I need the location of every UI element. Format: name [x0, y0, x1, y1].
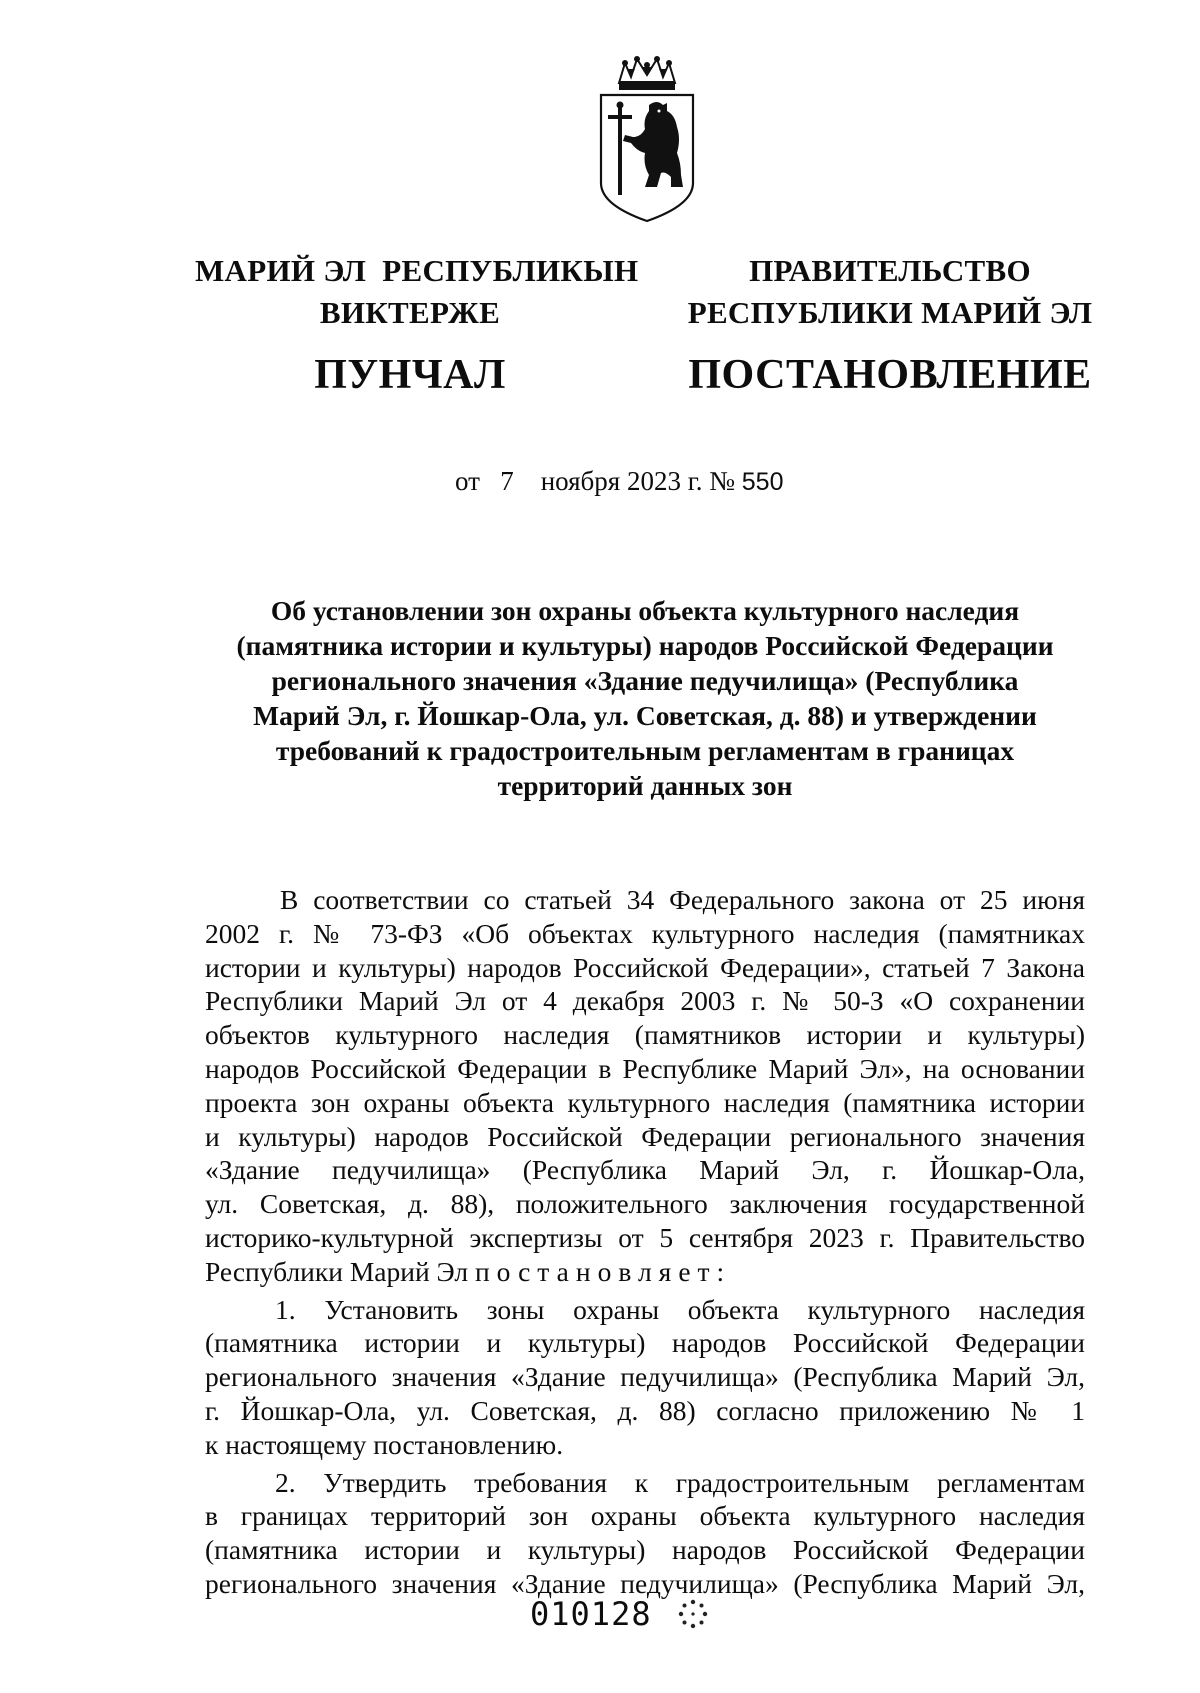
body-line: 2002 г. № 73-ФЗ «Об объектах культурного наследия (памятниках [205, 917, 1085, 949]
header-right-line1: ПРАВИТЕЛЬСТВО [749, 253, 1031, 288]
title-line: Марий Эл, г. Йошкар-Ола, ул. Советская, д. 88) и утверждении [253, 700, 1037, 731]
item2-line: 2. Утвердить требования к градостроительным регламентам [275, 1466, 1085, 1498]
header-right-doc-type: ПОСТАНОВЛЕНИЕ [688, 352, 1092, 398]
item1-line: к настоящему постановлению. [205, 1428, 564, 1460]
document-number: 550 [741, 468, 784, 496]
title-line: территорий данных зон [497, 770, 793, 801]
title-line: Об установлении зон охраны объекта культурного наследия [270, 595, 1020, 626]
date-line [455, 466, 783, 497]
title-line: требований к градостроительным регламентам в границах [275, 735, 1015, 766]
document-title [190, 593, 1100, 803]
item1-line: г. Йошкар-Ола, ул. Советская, д. 88) согласно приложению № 1 [205, 1394, 1085, 1426]
body-line: историко-культурной экспертизы от 5 сентября 2023 г. Правительство [205, 1221, 1085, 1253]
body-line [205, 1255, 1085, 1289]
body-line: истории и культуры) народов Российской Федерации», статьей 7 Закона [205, 951, 1085, 983]
item2-line: в границах территорий зон охраны объекта культурного наследия [205, 1500, 1085, 1532]
item1-line: 1. Установить зоны охраны объекта культурного наследия [275, 1293, 1085, 1325]
body-line: и культуры) народов Российской Федерации регионального значения [205, 1120, 1085, 1152]
date-prefix: от [455, 466, 480, 496]
item2-line: регионального значения «Здание педучилища» (Республика Марий Эл, [205, 1567, 1085, 1599]
coat-of-arms-emblem [597, 55, 697, 225]
body-line: «Здание педучилища» (Республика Марий Эл, г. Йошкар-Ола, [205, 1154, 1085, 1186]
serial-number: 010128 [530, 1595, 652, 1633]
decree-word: постановляет: [474, 1255, 732, 1287]
asterisk-mark-icon [676, 1597, 710, 1631]
body-line: В соответствии со статьей 34 Федерального закона от 25 июня [280, 884, 1085, 915]
date-day: 7 [500, 466, 514, 496]
header-left-line1: МАРИЙ ЭЛ РЕСПУБЛИКЫН [195, 253, 639, 288]
body-line: народов Российской Федерации в Республике Марий Эл», на основании [205, 1052, 1085, 1084]
header-left-line2: ВИКТЕРЖЕ [319, 295, 501, 330]
title-line: (памятника истории и культуры) народов Российской Федерации [236, 630, 1054, 661]
body-line: объектов культурного наследия (памятников истории и культуры) [205, 1019, 1085, 1051]
header-left-doc-type: ПУНЧАЛ [314, 352, 506, 398]
date-month-year: ноября 2023 г. № [540, 466, 736, 496]
preamble-end: Республики Марий Эл [205, 1255, 469, 1287]
title-line: регионального значения «Здание педучилища» (Республика [271, 665, 1019, 696]
item2-line: (памятника истории и культуры) народов Российской Федерации [205, 1534, 1085, 1566]
body-line: Республики Марий Эл от 4 декабря 2003 г. № 50-З «О сохранении [205, 985, 1085, 1017]
item1-line: (памятника истории и культуры) народов Российской Федерации [205, 1327, 1085, 1359]
body-line: ул. Советская, д. 88), положительного заключения государственной [205, 1188, 1085, 1220]
item1-line: регионального значения «Здание педучилища» (Республика Марий Эл, [205, 1361, 1085, 1393]
body-line: проекта зон охраны объекта культурного наследия (памятника истории [205, 1086, 1085, 1118]
header-right-block [680, 250, 1100, 402]
header-left-block [195, 250, 639, 402]
document-body [205, 883, 1085, 1601]
header-right-line2: РЕСПУБЛИКИ МАРИЙ ЭЛ [687, 295, 1093, 330]
